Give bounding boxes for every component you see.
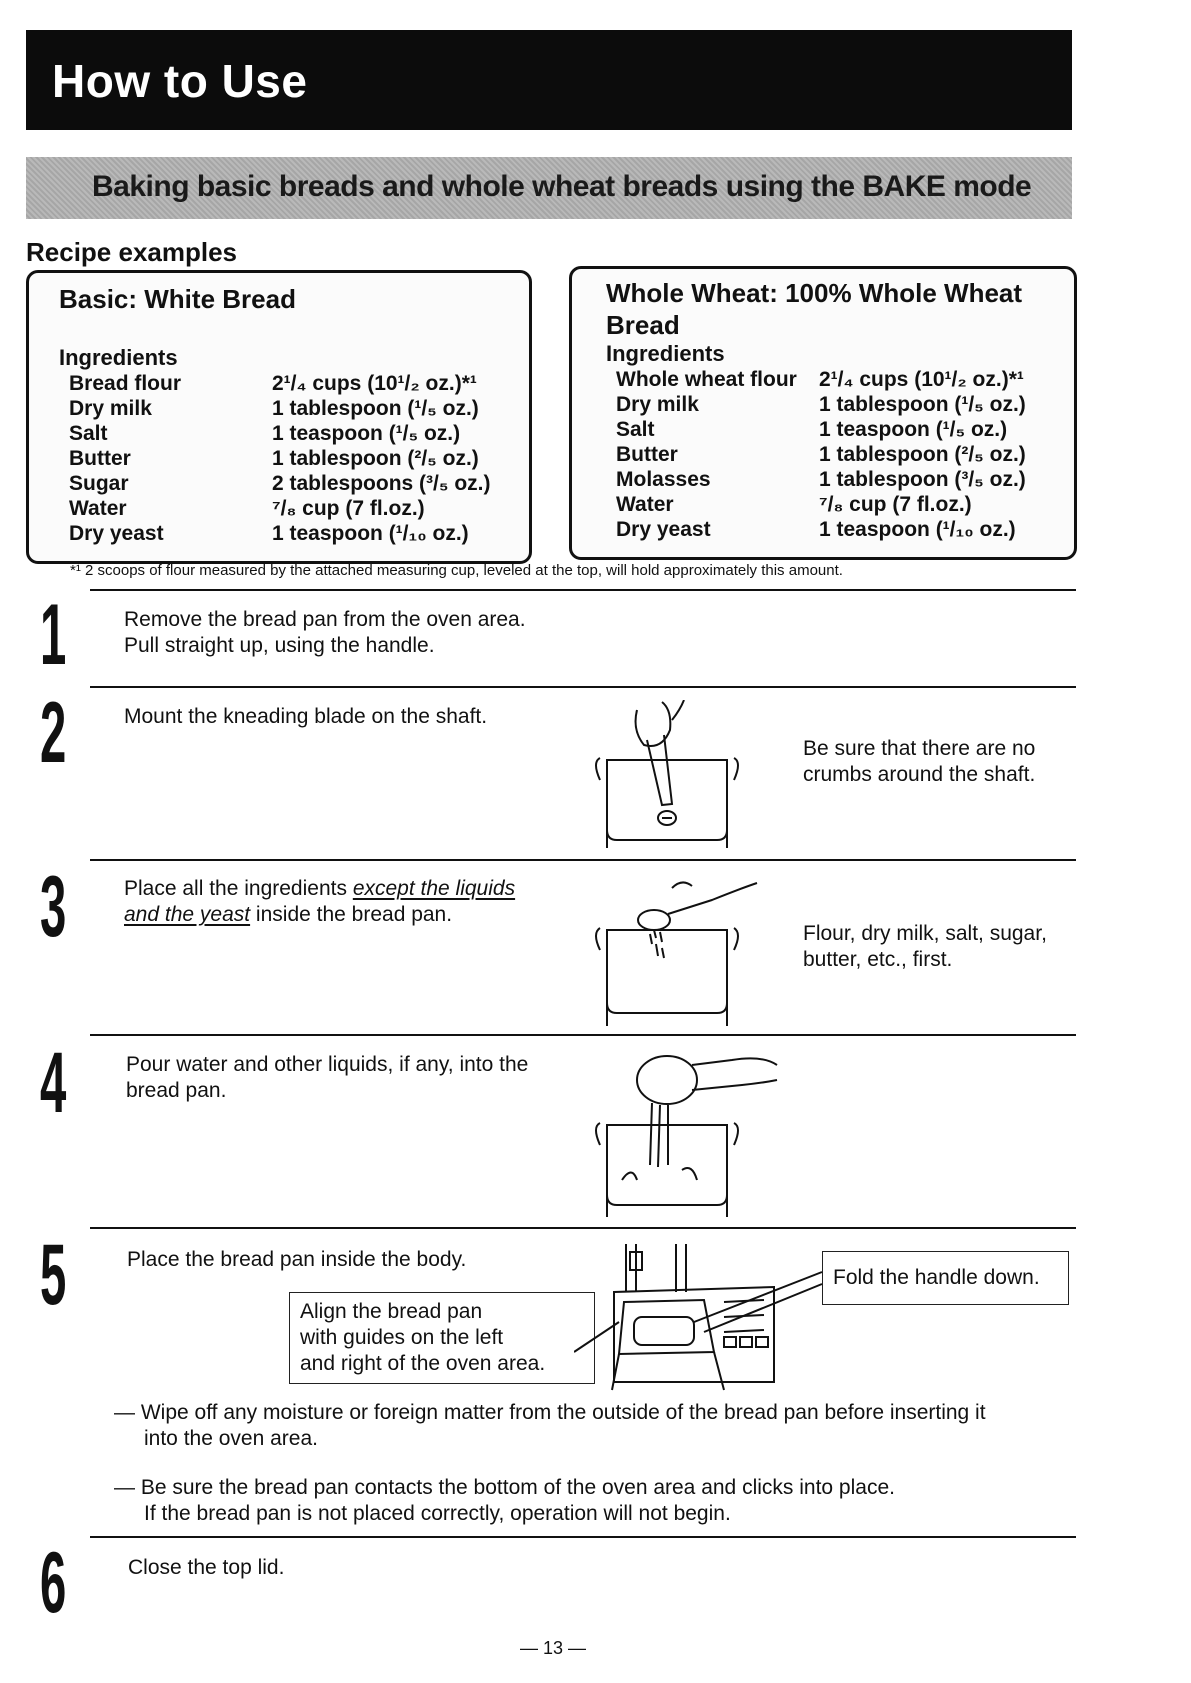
step-number: 4 — [40, 1035, 67, 1131]
ingredient-row — [69, 396, 519, 421]
ingredient-amount: 1 teaspoon (¹/₁₀ oz.) — [819, 518, 1016, 541]
bullet-line: If the bread pan is not placed correctly, operation will not begin. — [144, 1502, 731, 1525]
step-1-text — [124, 607, 526, 659]
note-line: Be sure that there are no — [803, 737, 1036, 760]
page-number: — 13 — — [520, 1638, 587, 1658]
ingredient-amount: 1 teaspoon (¹/₅ oz.) — [819, 418, 1008, 441]
ingredient-row — [69, 471, 519, 496]
step-5-text: Place the bread pan inside the body. — [127, 1248, 467, 1271]
divider — [90, 589, 1076, 591]
recipe-box-whole-wheat — [569, 266, 1077, 560]
title-bar — [26, 30, 1072, 130]
ingredient-name: Butter — [69, 447, 131, 470]
ingredient-row — [616, 417, 1066, 442]
note-line: Flour, dry milk, salt, sugar, — [803, 922, 1047, 945]
ingredient-amount: 2¹/₄ cups (10¹/₂ oz.)*¹ — [819, 368, 1024, 391]
bread-machine-illustration — [574, 1242, 824, 1392]
kneading-blade-illustration — [592, 700, 742, 850]
ingredient-name: Dry yeast — [616, 518, 711, 541]
ingredient-list — [616, 367, 1066, 542]
footnote: *¹ 2 scoops of flour measured by the attached measuring cup, leveled at the top, will hold approximately this amount. — [70, 562, 843, 579]
step-2-note — [803, 736, 1035, 788]
step-5-bullet — [114, 1475, 895, 1527]
callout-line: and right of the oven area. — [300, 1352, 546, 1375]
bullet-line: — Be sure the bread pan contacts the bottom of the oven area and clicks into place. — [114, 1476, 895, 1499]
step-line: Pour water and other liquids, if any, into the — [126, 1053, 529, 1076]
recipe-title — [606, 277, 1022, 341]
step-3-text — [124, 876, 515, 928]
ingredient-name: Dry milk — [69, 397, 152, 420]
ingredient-amount: 1 tablespoon (¹/₅ oz.) — [272, 397, 479, 420]
fold-handle-callout: Fold the handle down. — [822, 1251, 1069, 1305]
section-title: Baking basic breads and whole wheat breads using the BAKE mode — [92, 170, 1032, 203]
divider — [90, 686, 1076, 688]
callout-line: Align the bread pan — [300, 1300, 483, 1323]
divider — [90, 1227, 1076, 1229]
ingredient-amount: 1 teaspoon (¹/₁₀ oz.) — [272, 522, 469, 545]
ingredient-row — [69, 421, 519, 446]
note-line: crumbs around the shaft. — [803, 763, 1036, 786]
adding-ingredients-illustration — [592, 878, 762, 1028]
step-6-text: Close the top lid. — [128, 1556, 285, 1579]
recipe-title-line: Bread — [606, 310, 680, 340]
note-line: butter, etc., first. — [803, 948, 953, 971]
step-line — [124, 902, 515, 928]
step-text-part: inside the bread pan. — [250, 903, 453, 926]
align-callout — [289, 1292, 595, 1384]
ingredient-amount: 2 tablespoons (³/₅ oz.) — [272, 472, 491, 495]
bullet-line: — Wipe off any moisture or foreign matter from the outside of the bread pan before inserting it — [114, 1401, 986, 1424]
divider — [90, 1536, 1076, 1538]
ingredient-name: Bread flour — [69, 372, 182, 395]
ingredient-row — [616, 467, 1066, 492]
ingredient-amount: ⁷/₈ cup (7 fl.oz.) — [272, 497, 425, 520]
ingredient-name: Molasses — [616, 468, 711, 491]
step-5-bullet — [114, 1400, 986, 1452]
ingredient-row — [616, 367, 1066, 392]
ingredient-name: Water — [69, 497, 127, 520]
step-4-text — [126, 1052, 528, 1104]
underlined-text: and the yeast — [124, 903, 251, 926]
step-number: 5 — [40, 1227, 67, 1323]
ingredient-name: Salt — [616, 418, 655, 441]
step-text-part: Place all the ingredients — [124, 877, 353, 900]
ingredient-amount: 1 tablespoon (²/₅ oz.) — [272, 447, 479, 470]
step-line: bread pan. — [126, 1079, 227, 1102]
ingredient-name: Sugar — [69, 472, 129, 495]
divider — [90, 1034, 1076, 1036]
ingredient-name: Water — [616, 493, 674, 516]
ingredient-row — [616, 492, 1066, 517]
ingredient-name: Butter — [616, 443, 678, 466]
underlined-text: except the liquids — [352, 877, 516, 900]
recipe-heading: Recipe examples — [26, 237, 238, 267]
ingredient-amount: ⁷/₈ cup (7 fl.oz.) — [819, 493, 972, 516]
ingredient-row — [69, 521, 519, 546]
step-line: Pull straight up, using the handle. — [124, 634, 435, 657]
pouring-water-illustration — [592, 1045, 792, 1220]
ingredients-label: Ingredients — [59, 345, 178, 370]
step-number: 3 — [40, 859, 67, 955]
divider — [90, 859, 1076, 861]
ingredient-list — [69, 371, 519, 546]
ingredient-row — [69, 371, 519, 396]
ingredient-amount: 1 tablespoon (²/₅ oz.) — [819, 443, 1026, 466]
ingredient-row — [69, 446, 519, 471]
step-2-text: Mount the kneading blade on the shaft. — [124, 705, 488, 728]
step-line — [124, 876, 515, 902]
callout-line: with guides on the left — [300, 1326, 504, 1349]
ingredient-row — [69, 496, 519, 521]
recipe-title-line: Whole Wheat: 100% Whole Wheat — [606, 278, 1023, 308]
ingredient-name: Salt — [69, 422, 108, 445]
bullet-line: into the oven area. — [144, 1427, 318, 1450]
ingredient-amount: 1 tablespoon (³/₅ oz.) — [819, 468, 1026, 491]
ingredient-row — [616, 517, 1066, 542]
ingredient-name: Dry yeast — [69, 522, 164, 545]
step-line: Remove the bread pan from the oven area. — [124, 608, 526, 631]
step-3-note — [803, 921, 1047, 973]
section-banner — [26, 157, 1072, 219]
ingredient-name: Dry milk — [616, 393, 699, 416]
ingredient-name: Whole wheat flour — [616, 368, 797, 391]
ingredient-amount: 1 tablespoon (¹/₅ oz.) — [819, 393, 1026, 416]
recipe-box-basic — [26, 270, 532, 564]
step-number: 6 — [40, 1535, 67, 1631]
ingredient-row — [616, 392, 1066, 417]
page-title: How to Use — [52, 55, 308, 107]
ingredient-amount: 1 teaspoon (¹/₅ oz.) — [272, 422, 461, 445]
step-number: 2 — [40, 685, 67, 781]
step-number: 1 — [40, 587, 67, 683]
recipe-title: Basic: White Bread — [59, 284, 296, 314]
ingredient-amount: 2¹/₄ cups (10¹/₂ oz.)*¹ — [272, 372, 477, 395]
ingredient-row — [616, 442, 1066, 467]
ingredients-label: Ingredients — [606, 341, 725, 366]
